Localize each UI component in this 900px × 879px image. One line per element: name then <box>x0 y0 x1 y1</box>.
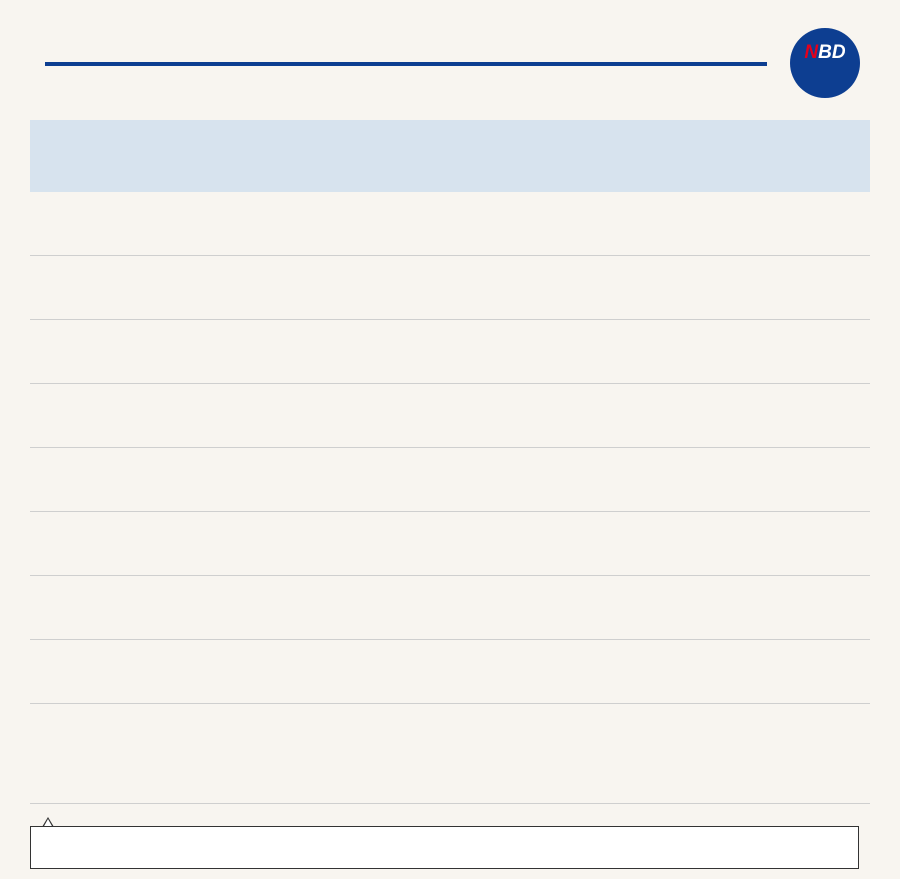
row-branch <box>128 256 602 320</box>
row-index <box>30 448 128 512</box>
title-underline <box>45 62 767 66</box>
row-index <box>30 384 128 448</box>
row-sell <box>736 704 870 804</box>
row-sell <box>736 320 870 384</box>
row-branch <box>128 192 602 256</box>
row-index <box>30 256 128 320</box>
row-branch <box>128 640 602 704</box>
row-buy <box>602 576 736 640</box>
table-row <box>30 320 870 384</box>
row-index <box>30 704 128 804</box>
table-row <box>30 640 870 704</box>
dragon-tiger-table <box>30 120 870 804</box>
row-sell <box>736 640 870 704</box>
table-row <box>30 192 870 256</box>
row-index <box>30 640 128 704</box>
row-buy <box>602 256 736 320</box>
table-row <box>30 704 870 804</box>
row-sell <box>736 384 870 448</box>
row-branch <box>128 704 602 804</box>
header-sell <box>736 120 870 192</box>
trade-summary-note <box>30 826 859 869</box>
row-sell <box>736 192 870 256</box>
header-branch <box>128 120 602 192</box>
row-sell <box>736 576 870 640</box>
svg-text:NBD: NBD <box>804 42 846 63</box>
row-branch <box>128 320 602 384</box>
row-buy <box>602 448 736 512</box>
table-row <box>30 256 870 320</box>
nbd-logo-icon <box>790 28 860 98</box>
table-header-row <box>30 120 870 192</box>
header-buy <box>602 120 736 192</box>
row-buy <box>602 640 736 704</box>
table-row <box>30 512 870 576</box>
row-index <box>30 320 128 384</box>
table-row <box>30 384 870 448</box>
table-row <box>30 576 870 640</box>
row-sell <box>736 256 870 320</box>
row-index <box>30 192 128 256</box>
row-buy <box>602 384 736 448</box>
row-branch <box>128 448 602 512</box>
row-sell <box>736 448 870 512</box>
row-buy <box>602 192 736 256</box>
row-branch <box>128 512 602 576</box>
row-branch <box>128 384 602 448</box>
row-buy <box>602 704 736 804</box>
row-index <box>30 576 128 640</box>
row-buy <box>602 512 736 576</box>
row-index <box>30 512 128 576</box>
row-sell <box>736 512 870 576</box>
header-index <box>30 120 128 192</box>
row-buy <box>602 320 736 384</box>
row-branch <box>128 576 602 640</box>
table-row <box>30 448 870 512</box>
